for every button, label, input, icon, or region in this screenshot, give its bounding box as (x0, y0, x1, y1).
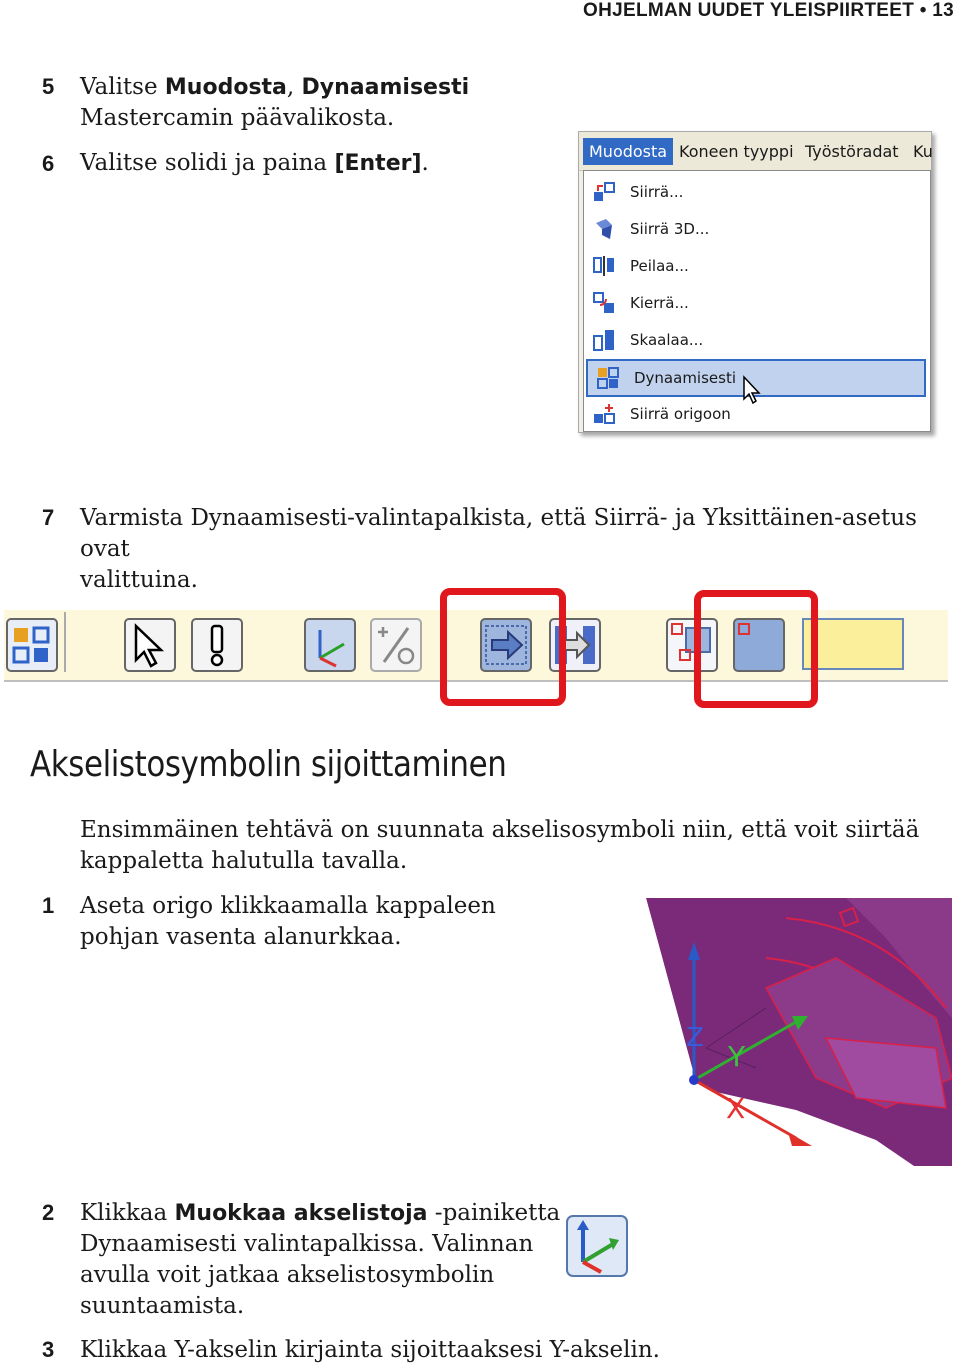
edit-axes-icon (565, 1214, 629, 1278)
step-3-text: Klikkaa Y-akselin kirjainta sijoittaaksesi Y-akselin. (80, 1337, 660, 1363)
step-1-text: Aseta origo klikkaamalla kappaleen pohjan vasenta alanurkkaa. (80, 893, 496, 950)
menu-item-dynaamisesti[interactable]: Dynaamisesti (586, 359, 926, 397)
menu-bar (579, 132, 931, 171)
percent-plus-icon (372, 620, 420, 670)
move-to-origin-icon (592, 402, 616, 426)
step-number-6: 6 (42, 151, 55, 176)
step-number-3: 3 (42, 1337, 55, 1362)
menu-muodosta[interactable]: Muodosta (583, 138, 673, 165)
step-2-text: Klikkaa Muokkaa akselistoja -painiketta Dynaamisesti valintapalkissa. Valinnan avulla voit jatkaa akselistosymbolin suuntaamista. (80, 1200, 561, 1319)
alert-button[interactable] (191, 618, 243, 672)
step-number-7: 7 (42, 505, 55, 530)
toolbar-separator (64, 612, 66, 672)
menu-ku[interactable]: Ku (913, 142, 933, 161)
page-number: 13 (932, 0, 954, 21)
step-number-1: 1 (42, 893, 55, 918)
menu-item-peilaa[interactable]: Peilaa... (584, 249, 928, 283)
dynamic-toolbar-icon[interactable] (6, 618, 58, 672)
rotate-icon (592, 291, 616, 315)
move-3d-icon (592, 217, 616, 241)
section-heading: Akselistosymbolin sijoittaminen (30, 744, 507, 785)
highlight-move-box (440, 588, 566, 706)
menu-item-kierra[interactable]: Kierrä... (584, 286, 928, 320)
step-5-text: Valitse Muodosta, Dynaamisesti Mastercamin päävalikosta. (80, 74, 470, 131)
menu-item-siirra-3d[interactable]: Siirrä 3D... (584, 212, 928, 246)
menu-item-siirra[interactable]: Siirrä... (584, 175, 928, 209)
section-intro: Ensimmäinen tehtävä on suunnata akselisosymboli niin, että voit siirtää kappaletta halutulla tavalla. (80, 817, 920, 874)
scale-icon (592, 328, 616, 352)
menu-tyostoradat[interactable]: Työstöradat (805, 142, 899, 161)
step-6-text: Valitse solidi ja paina [Enter]. (80, 150, 429, 176)
step-number-2: 2 (42, 1200, 55, 1225)
muodosta-menu-screenshot (578, 131, 932, 433)
y-axis-label[interactable]: Y (728, 1040, 746, 1073)
header-title: OHJELMAN UUDET YLEISPIIRTEET (583, 0, 915, 21)
menu-item-skaalaa[interactable]: Skaalaa... (584, 323, 928, 357)
axis-gnomon-icon (306, 620, 354, 670)
percent-button[interactable] (370, 618, 422, 672)
x-axis-label[interactable]: X (726, 1092, 746, 1125)
mirror-icon (592, 254, 616, 278)
solid-model-3d-view (646, 898, 952, 1166)
menu-item-siirra-origoon[interactable]: Siirrä origoon (584, 397, 928, 431)
arrow-cursor-icon (126, 620, 174, 670)
edit-axes-button[interactable] (304, 618, 356, 672)
move-icon (592, 180, 616, 204)
running-header (583, 0, 954, 22)
menu-dropdown (583, 170, 931, 432)
exclamation-icon (193, 620, 241, 670)
highlight-single-box (694, 590, 818, 708)
dynamic-icon (596, 366, 620, 390)
header-bullet: • (919, 0, 927, 21)
step-7-text: Varmista Dynaamisesti-valintapalkista, että Siirrä- ja Yksittäinen-asetus ovat valittuina. (80, 505, 917, 593)
step-number-5: 5 (42, 74, 55, 99)
select-arrow-button[interactable] (124, 618, 176, 672)
menu-koneen-tyyppi[interactable]: Koneen tyyppi (679, 142, 794, 161)
z-axis-label[interactable]: Z (686, 1023, 704, 1053)
